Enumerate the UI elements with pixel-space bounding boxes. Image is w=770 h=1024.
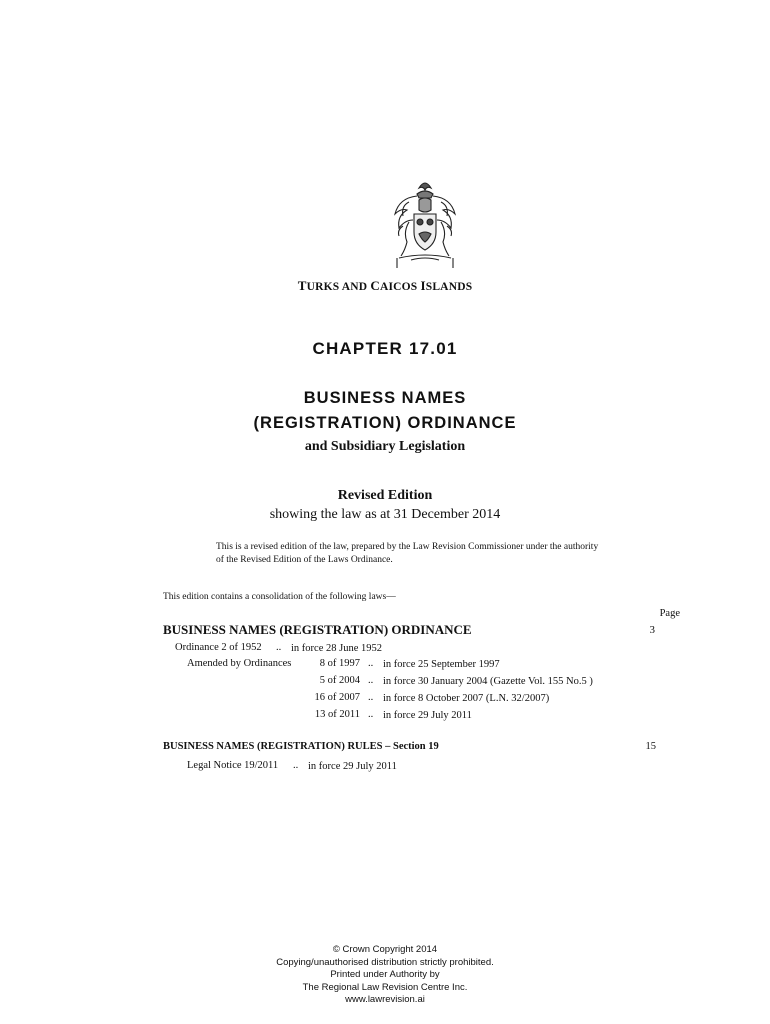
ordinance-title-line1: BUSINESS NAMES [303,389,467,407]
in-force-date: in force 8 October 2007 (L.N. 32/2007) [383,693,550,704]
amendment-label: 5 of 2004 [319,675,360,686]
leader-dots: .. [293,760,299,771]
footer-line: Printed under Authority by [330,969,440,980]
amendment-label: 13 of 2011 [314,709,360,720]
coat-of-arms-emblem [383,176,467,272]
revision-note-line: This is a revised edition of the law, prepared by the Law Revision Commissioner under the authority [216,542,599,552]
in-force-date: in force 25 September 1997 [383,659,500,670]
law-as-at-date: showing the law as at 31 December 2014 [269,507,501,522]
country-heading: TURKS AND CAICOS ISLANDS [297,278,473,293]
amendment-label: 16 of 2007 [314,692,360,703]
revised-edition-label: Revised Edition [337,488,433,503]
leader-dots: .. [368,709,374,720]
footer-line: © Crown Copyright 2014 [332,944,438,955]
chapter-heading: CHAPTER 17.01 [312,339,458,358]
ordinance-title-line2: (REGISTRATION) ORDINANCE [253,414,517,432]
revision-note [216,541,646,567]
footer-line: Copying/unauthorised distribution strictly prohibited. [276,956,494,968]
page-column-heading: Page [659,608,680,619]
leader-dots: .. [368,692,374,703]
in-force-date: in force 30 January 2004 (Gazette Vol. 155 No.5 ) [383,676,593,687]
footer-line: www.lawrevision.ai [345,994,425,1005]
subsidiary-legislation-label: and Subsidiary Legislation [304,439,466,454]
leader-dots: .. [276,642,282,653]
ordinance-entry-page: 3 [649,624,655,636]
leader-dots: .. [368,675,374,686]
original-ordinance-label: Ordinance 2 of 1952 [175,642,262,653]
amendment-label: 8 of 1997 [319,658,360,669]
footer-line: The Regional Law Revision Centre Inc. [302,981,468,993]
in-force-date: in force 29 July 2011 [308,761,397,772]
in-force-date: in force 28 June 1952 [291,643,382,654]
amended-by-label: Amended by Ordinances [187,658,292,669]
rules-entry-page: 15 [645,741,656,752]
in-force-date: in force 29 July 2011 [383,710,472,721]
legal-notice-label: Legal Notice 19/2011 [187,760,279,771]
rules-entry-title: BUSINESS NAMES (REGISTRATION) RULES – Section 19 [163,741,439,752]
copyright-footer [0,944,770,1007]
leader-dots: .. [368,658,374,669]
ordinance-entry-title: BUSINESS NAMES (REGISTRATION) ORDINANCE [163,622,472,637]
revision-note-line: of the Revised Edition of the Laws Ordinance. [216,555,393,565]
consolidation-intro: This edition contains a consolidation of the following laws— [163,592,396,602]
